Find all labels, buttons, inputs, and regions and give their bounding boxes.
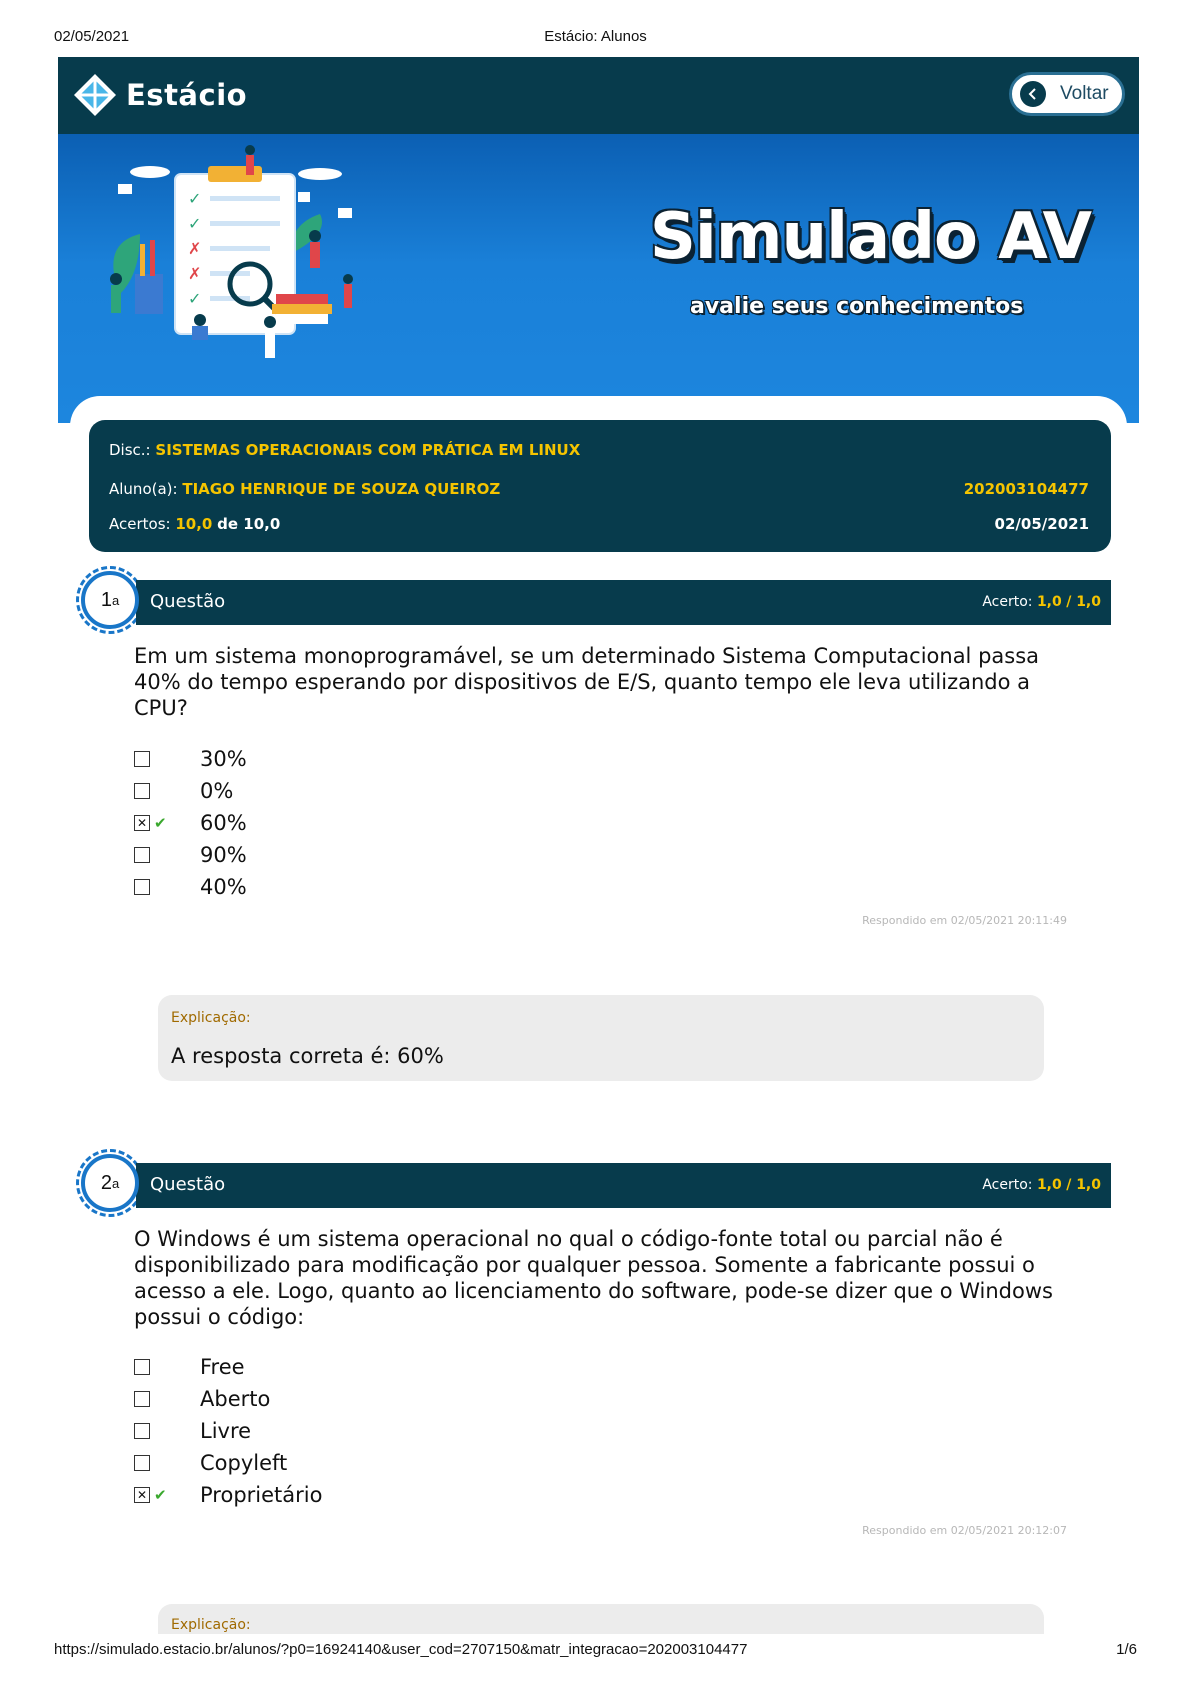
question-score <box>982 1177 1101 1193</box>
svg-text:✓: ✓ <box>188 214 202 233</box>
checkbox-icon[interactable] <box>134 1391 150 1407</box>
discipline-label: Disc.: <box>109 441 151 459</box>
registration-number: 202003104477 <box>963 480 1089 498</box>
explanation-title: Explicação: <box>171 1617 251 1633</box>
question-number: 2 <box>100 1171 112 1194</box>
question-header <box>136 1163 1111 1208</box>
option-label: Proprietário <box>200 1483 323 1507</box>
explanation-text: A resposta correta é: 60% <box>171 1044 444 1068</box>
discipline-row <box>109 441 1089 459</box>
score-row <box>109 515 1089 533</box>
score-total: de 10,0 <box>217 515 281 533</box>
svg-text:✓: ✓ <box>188 289 202 308</box>
print-date: 02/05/2021 <box>54 28 130 45</box>
svg-text:✓: ✓ <box>188 189 202 208</box>
correct-check-icon: ✔ <box>154 1486 167 1504</box>
question-score-max: / 1,0 <box>1066 1177 1101 1193</box>
exam-date: 02/05/2021 <box>994 515 1089 533</box>
question-text: Em um sistema monoprogramável, se um determinado Sistema Computacional passa 40% do tempo esperando por dispositivos de E/S, quanto tempo ele leva utilizando a CPU? <box>134 644 1040 720</box>
hero-banner <box>58 134 1139 423</box>
option-label: 60% <box>200 811 247 835</box>
checkbox-icon[interactable] <box>134 751 150 767</box>
logo-diamond-icon <box>72 72 118 118</box>
checked-box-icon[interactable]: ✕ <box>134 1487 150 1503</box>
discipline-value: SISTEMAS OPERACIONAIS COM PRÁTICA EM LINUX <box>155 441 581 459</box>
answer-option[interactable] <box>134 1449 287 1477</box>
checkbox-icon[interactable] <box>134 1455 150 1471</box>
question-text: O Windows é um sistema operacional no qual o código-fonte total ou parcial não é disponibilizado para modificação por qualquer pessoa. Somente a fabricante possui o acesso a ele. Logo, quanto ao licenciamento do software, pode-se dizer que o Windows possui o código: <box>134 1227 1053 1329</box>
checkbox-icon[interactable] <box>134 847 150 863</box>
top-navbar <box>58 57 1139 134</box>
back-button[interactable] <box>1009 72 1125 116</box>
answer-option-selected[interactable] <box>134 809 247 837</box>
checkbox-icon[interactable] <box>134 1423 150 1439</box>
banner-bottom-curve <box>70 396 1127 423</box>
student-name: TIAGO HENRIQUE DE SOUZA QUEIROZ <box>182 480 501 498</box>
back-label: Voltar <box>1060 83 1109 104</box>
banner-subtitle: avalie seus conhecimentos <box>690 294 1024 319</box>
option-label: Aberto <box>200 1387 271 1411</box>
answer-option[interactable] <box>134 1385 270 1413</box>
checkbox-icon[interactable] <box>134 783 150 799</box>
explanation-box <box>158 995 1044 1081</box>
print-title: Estácio: Alunos <box>544 28 647 45</box>
checked-box-icon[interactable]: ✕ <box>134 815 150 831</box>
option-label: 0% <box>200 779 234 803</box>
page-url: https://simulado.estacio.br/alunos/?p0=16924140&user_cod=2707150&matr_integracao=202003104477 <box>54 1641 748 1658</box>
student-row <box>109 480 1089 498</box>
answer-option[interactable] <box>134 777 233 805</box>
question-score <box>982 594 1101 610</box>
answer-option-selected[interactable] <box>134 1481 322 1509</box>
question-number-badge <box>81 571 139 629</box>
question-ordinal: a <box>111 592 120 608</box>
option-label: 90% <box>200 843 247 867</box>
question-ordinal: a <box>111 1175 120 1191</box>
answer-option[interactable] <box>134 745 247 773</box>
svg-text:✗: ✗ <box>188 264 202 283</box>
checkbox-icon[interactable] <box>134 1359 150 1375</box>
question-score-max: / 1,0 <box>1066 594 1101 610</box>
option-label: 40% <box>200 875 247 899</box>
question-number-badge <box>81 1154 139 1212</box>
logo-text: Estácio <box>126 78 248 112</box>
question-score-label: Acerto: <box>982 1177 1033 1193</box>
answered-timestamp: Respondido em 02/05/2021 20:11:49 <box>862 914 1067 927</box>
answered-timestamp: Respondido em 02/05/2021 20:12:07 <box>862 1524 1067 1537</box>
explanation-title: Explicação: <box>171 1010 251 1026</box>
estacio-logo[interactable] <box>72 71 247 119</box>
explanation-box <box>158 1604 1044 1634</box>
page-number: 1/6 <box>1116 1641 1137 1658</box>
correct-check-icon: ✔ <box>154 814 167 832</box>
chevron-left-icon <box>1020 81 1046 107</box>
option-label: Free <box>200 1355 245 1379</box>
question-score-value: 1,0 <box>1036 594 1062 610</box>
question-score-value: 1,0 <box>1036 1177 1062 1193</box>
question-score-label: Acerto: <box>982 594 1033 610</box>
checkbox-icon[interactable] <box>134 879 150 895</box>
banner-title: Simulado AV <box>649 200 1091 274</box>
question-number: 1 <box>100 588 112 611</box>
question-header <box>136 580 1111 625</box>
option-label: Livre <box>200 1419 252 1443</box>
answer-option[interactable] <box>134 1353 245 1381</box>
exam-info-card <box>89 420 1111 552</box>
score-value: 10,0 <box>175 515 213 533</box>
student-label: Aluno(a): <box>109 480 178 498</box>
answer-option[interactable] <box>134 841 247 869</box>
answer-option[interactable] <box>134 1417 251 1445</box>
answer-option[interactable] <box>134 873 247 901</box>
question-label: Questão <box>150 1174 226 1195</box>
option-label: Copyleft <box>200 1451 288 1475</box>
score-label: Acertos: <box>109 515 171 533</box>
svg-text:✗: ✗ <box>188 239 202 258</box>
quiz-illustration <box>80 144 380 364</box>
question-label: Questão <box>150 591 226 612</box>
option-label: 30% <box>200 747 247 771</box>
